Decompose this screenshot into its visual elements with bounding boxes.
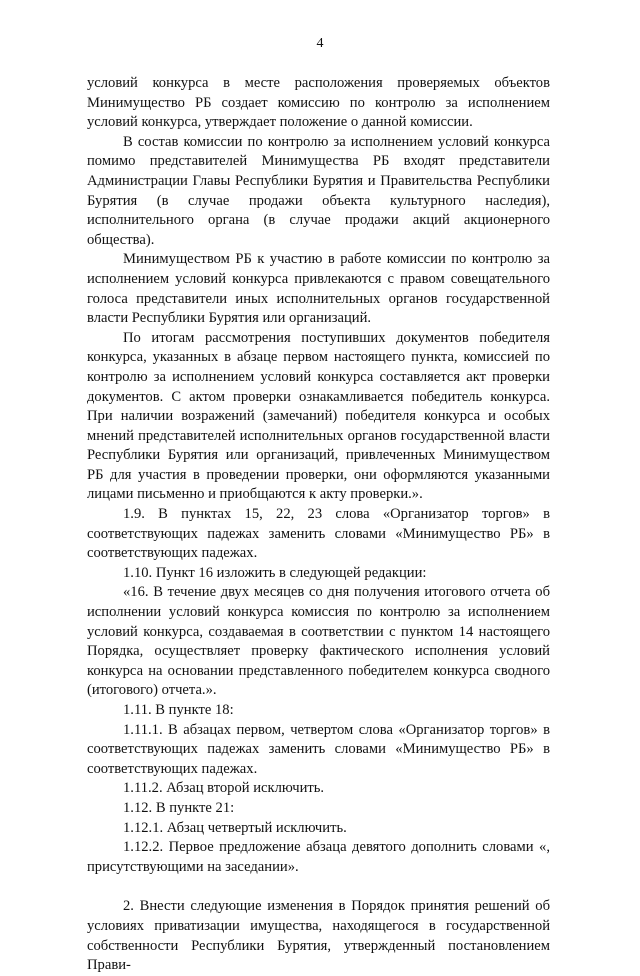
paragraph-item-1-11-1: 1.11.1. В абзацах первом, четвертом слова «Организатор торгов» в соответствующих падежах заменить словами «Минимущество РБ» в соответствующих падежах. xyxy=(87,721,550,777)
document-body xyxy=(87,74,550,976)
paragraph-item-1-12: 1.12. В пункте 21: xyxy=(123,799,235,816)
paragraph-item-2: 2. Внести следующие изменения в Порядок принятия решений об условиях приватизации имущества, находящегося в государственной собственности Республики Бурятия, утвержденный постановлением Прави- xyxy=(87,898,550,974)
paragraph-continuation: условий конкурса в месте расположения проверяемых объектов Минимущество РБ создает комиссию по контролю за исполнением условий конкурса, утверждает положение о данной комиссии. xyxy=(87,75,550,131)
paragraph-item-1-12-2: 1.12.2. Первое предложение абзаца девятого дополнить словами «, присутствующими на заседании». xyxy=(87,839,550,875)
page-number: 4 xyxy=(316,36,324,51)
paragraph-item-1-9: 1.9. В пунктах 15, 22, 23 слова «Организатор торгов» в соответствующих падежах заменить словами «Минимущество РБ» в соответствующих падежах. xyxy=(87,506,550,562)
paragraph-item-1-11: 1.11. В пункте 18: xyxy=(123,702,234,718)
paragraph-inspection-act: По итогам рассмотрения поступивших документов победителя конкурса, указанных в абзаце первом настоящего пункта, комиссией по контролю за исполнением условий конкурса составляется акт проверки документов. С актом проверки ознакамливается победитель конкурса. При наличии возражений (замечаний) победителя конкурса и особых мнений представителей исполнительных органов государственной власти Республики Бурятия или организаций, привлеченных Минимуществом РБ для участия в проведении проверки, они оформляются указанными лицами письменно и приобщаются к акту проверки.». xyxy=(87,329,550,503)
paragraph-advisory-participants: Минимуществом РБ к участию в работе комиссии по контролю за исполнением условий конкурса привлекаются с правом совещательного голоса представители иных исполнительных органов государственной власти Республики Бурятия или организаций. xyxy=(87,251,550,327)
paragraph-item-1-12-1: 1.12.1. Абзац четвертый исключить. xyxy=(123,819,347,836)
paragraph-item-1-11-2: 1.11.2. Абзац второй исключить. xyxy=(123,780,325,797)
paragraph-item-16-text: «16. В течение двух месяцев со дня получения итогового отчета об исполнении условий конкурса комиссия по контролю за исполнением условий конкурса, создаваемая в соответствии с пунктом 14 настоящего Порядка, осуществляет проверку фактического исполнения условий конкурса на основании представленного победителем конкурса сводного (итогового) отчета.». xyxy=(87,584,550,699)
paragraph-commission-composition: В состав комиссии по контролю за исполнением условий конкурса помимо представителей Минимущества РБ входят представители Администрации Главы Республики Бурятия и Правительства Республики Бурятия (в случае продажи объекта культурного наследия), исполнительного органа (в случае продажи акций акционерного общества). xyxy=(87,133,550,248)
paragraph-item-1-10: 1.10. Пункт 16 изложить в следующей редакции: xyxy=(123,564,427,581)
